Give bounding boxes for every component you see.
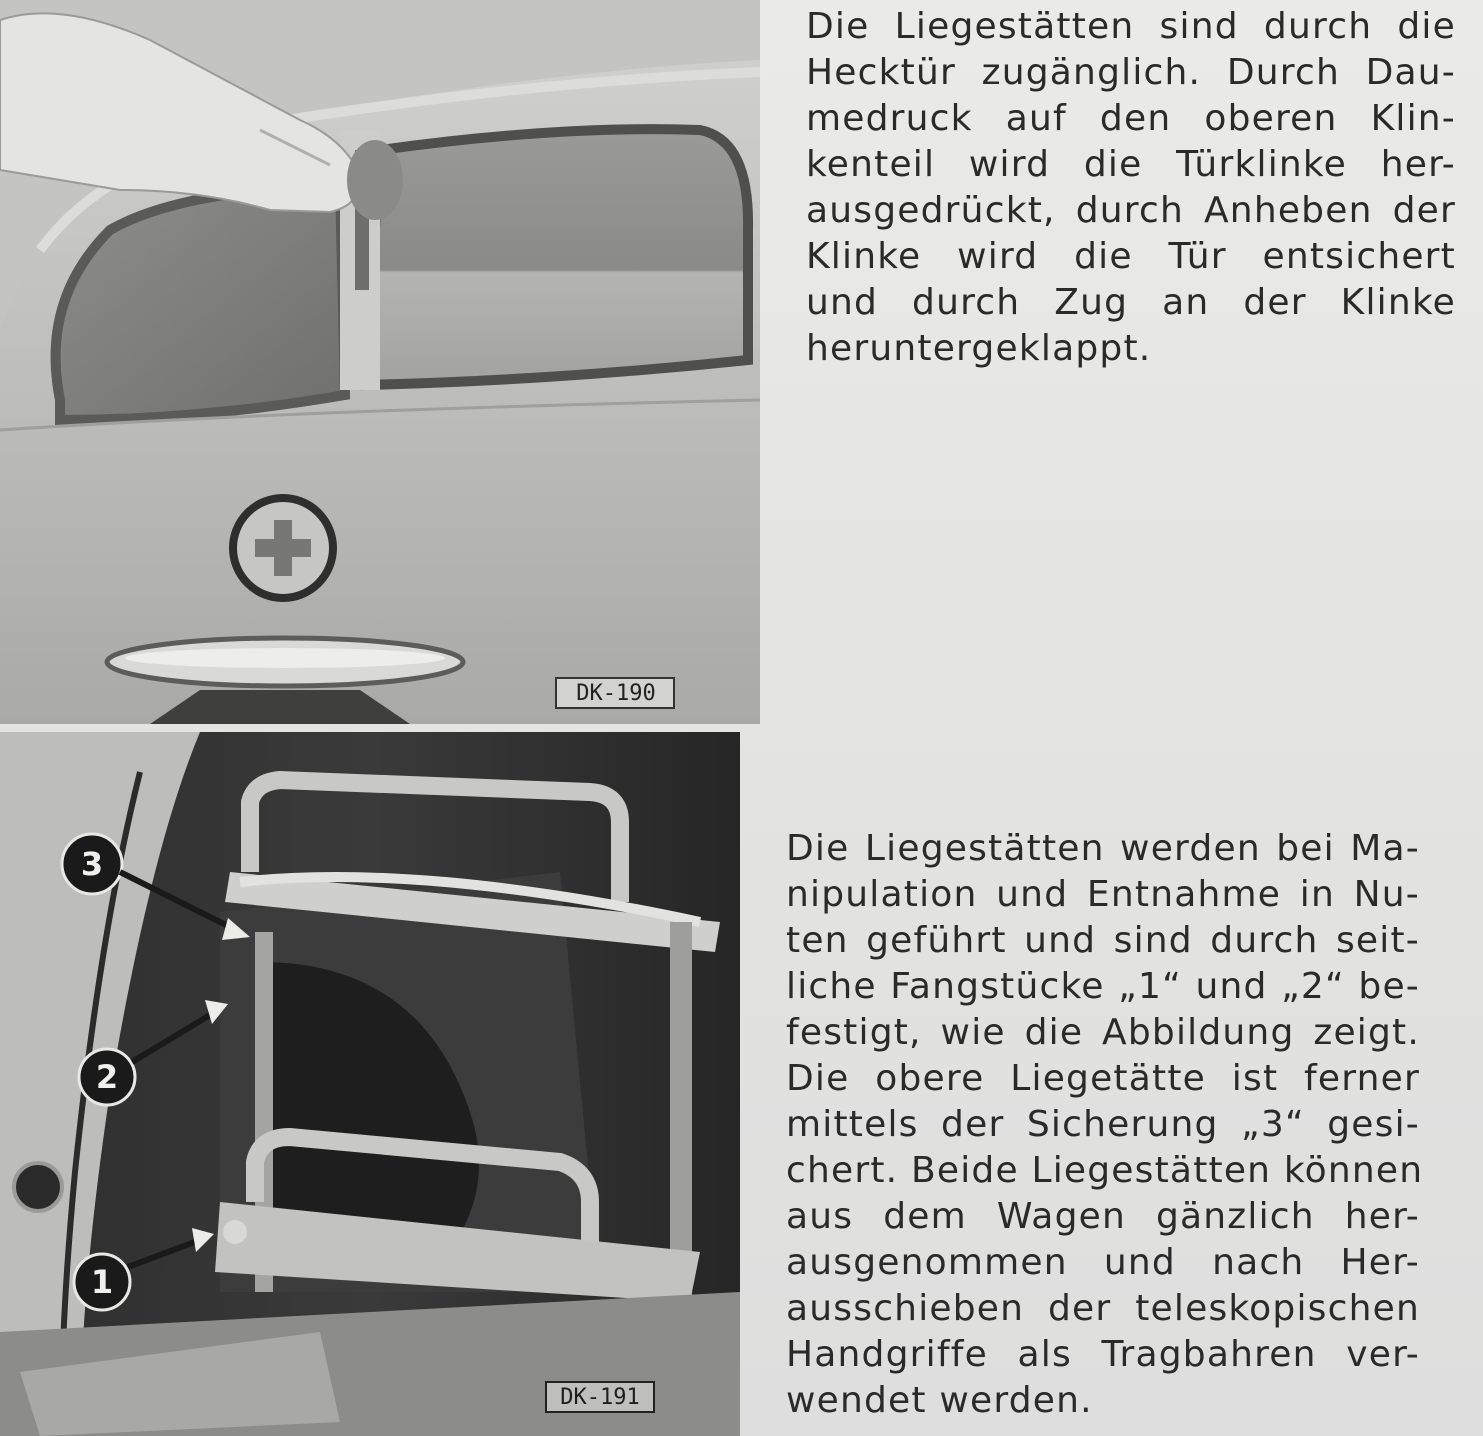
paragraph-line: nipulation und Entnahme in Nu- [786,874,1420,915]
paragraph-line: Die Liegestätten sind durch die [806,6,1456,47]
bottom-paragraph [786,826,1424,1424]
callout-number-1: 1 [90,1263,114,1301]
paragraph-line: Hecktür zugänglich. Durch Dau- [806,52,1456,93]
paragraph-line: ausgenommen und nach Her- [786,1242,1420,1283]
paragraph-line: und durch Zug an der Klinke [806,282,1456,323]
photo-label: DK-190 [576,681,656,706]
paragraph-line: Klinke wird die Tür entsichert [806,236,1456,277]
paragraph-line: ten geführt und sind durch seit- [786,920,1420,961]
paragraph-line: Handgriffe als Tragbahren ver- [786,1334,1420,1375]
callout-number-3: 3 [80,845,104,883]
paragraph-line: ausschieben der teleskopischen [786,1288,1420,1329]
top-paragraph [806,4,1456,372]
paragraph-line: chert. Beide Liegestätten können [786,1150,1424,1191]
paragraph-line: wendet werden. [786,1380,1093,1421]
paragraph-line: liche Fangstücke „1“ und „2“ be- [786,966,1420,1007]
paragraph-line: ausgedrückt, durch Anheben der [806,190,1456,231]
callout-number-2: 2 [95,1058,119,1096]
paragraph-line: festigt, wie die Abbildung zeigt. [786,1012,1420,1053]
photo-rear-door [0,0,760,724]
paragraph-line: aus dem Wagen gänzlich her- [786,1196,1420,1237]
red-cross-emblem-icon [233,498,333,598]
paragraph-line: kenteil wird die Türklinke her- [806,144,1456,185]
photo-stretchers [0,732,740,1436]
paragraph-line: Die Liegestätten werden bei Ma- [786,828,1420,869]
paragraph-line: medruck auf den oberen Klin- [806,98,1456,139]
paragraph-line: heruntergeklappt. [806,328,1152,369]
paragraph-line: mittels der Sicherung „3“ gesi- [786,1104,1420,1145]
photo-label: DK-191 [560,1385,640,1410]
paragraph-line: Die obere Liegetätte ist ferner [786,1058,1420,1099]
